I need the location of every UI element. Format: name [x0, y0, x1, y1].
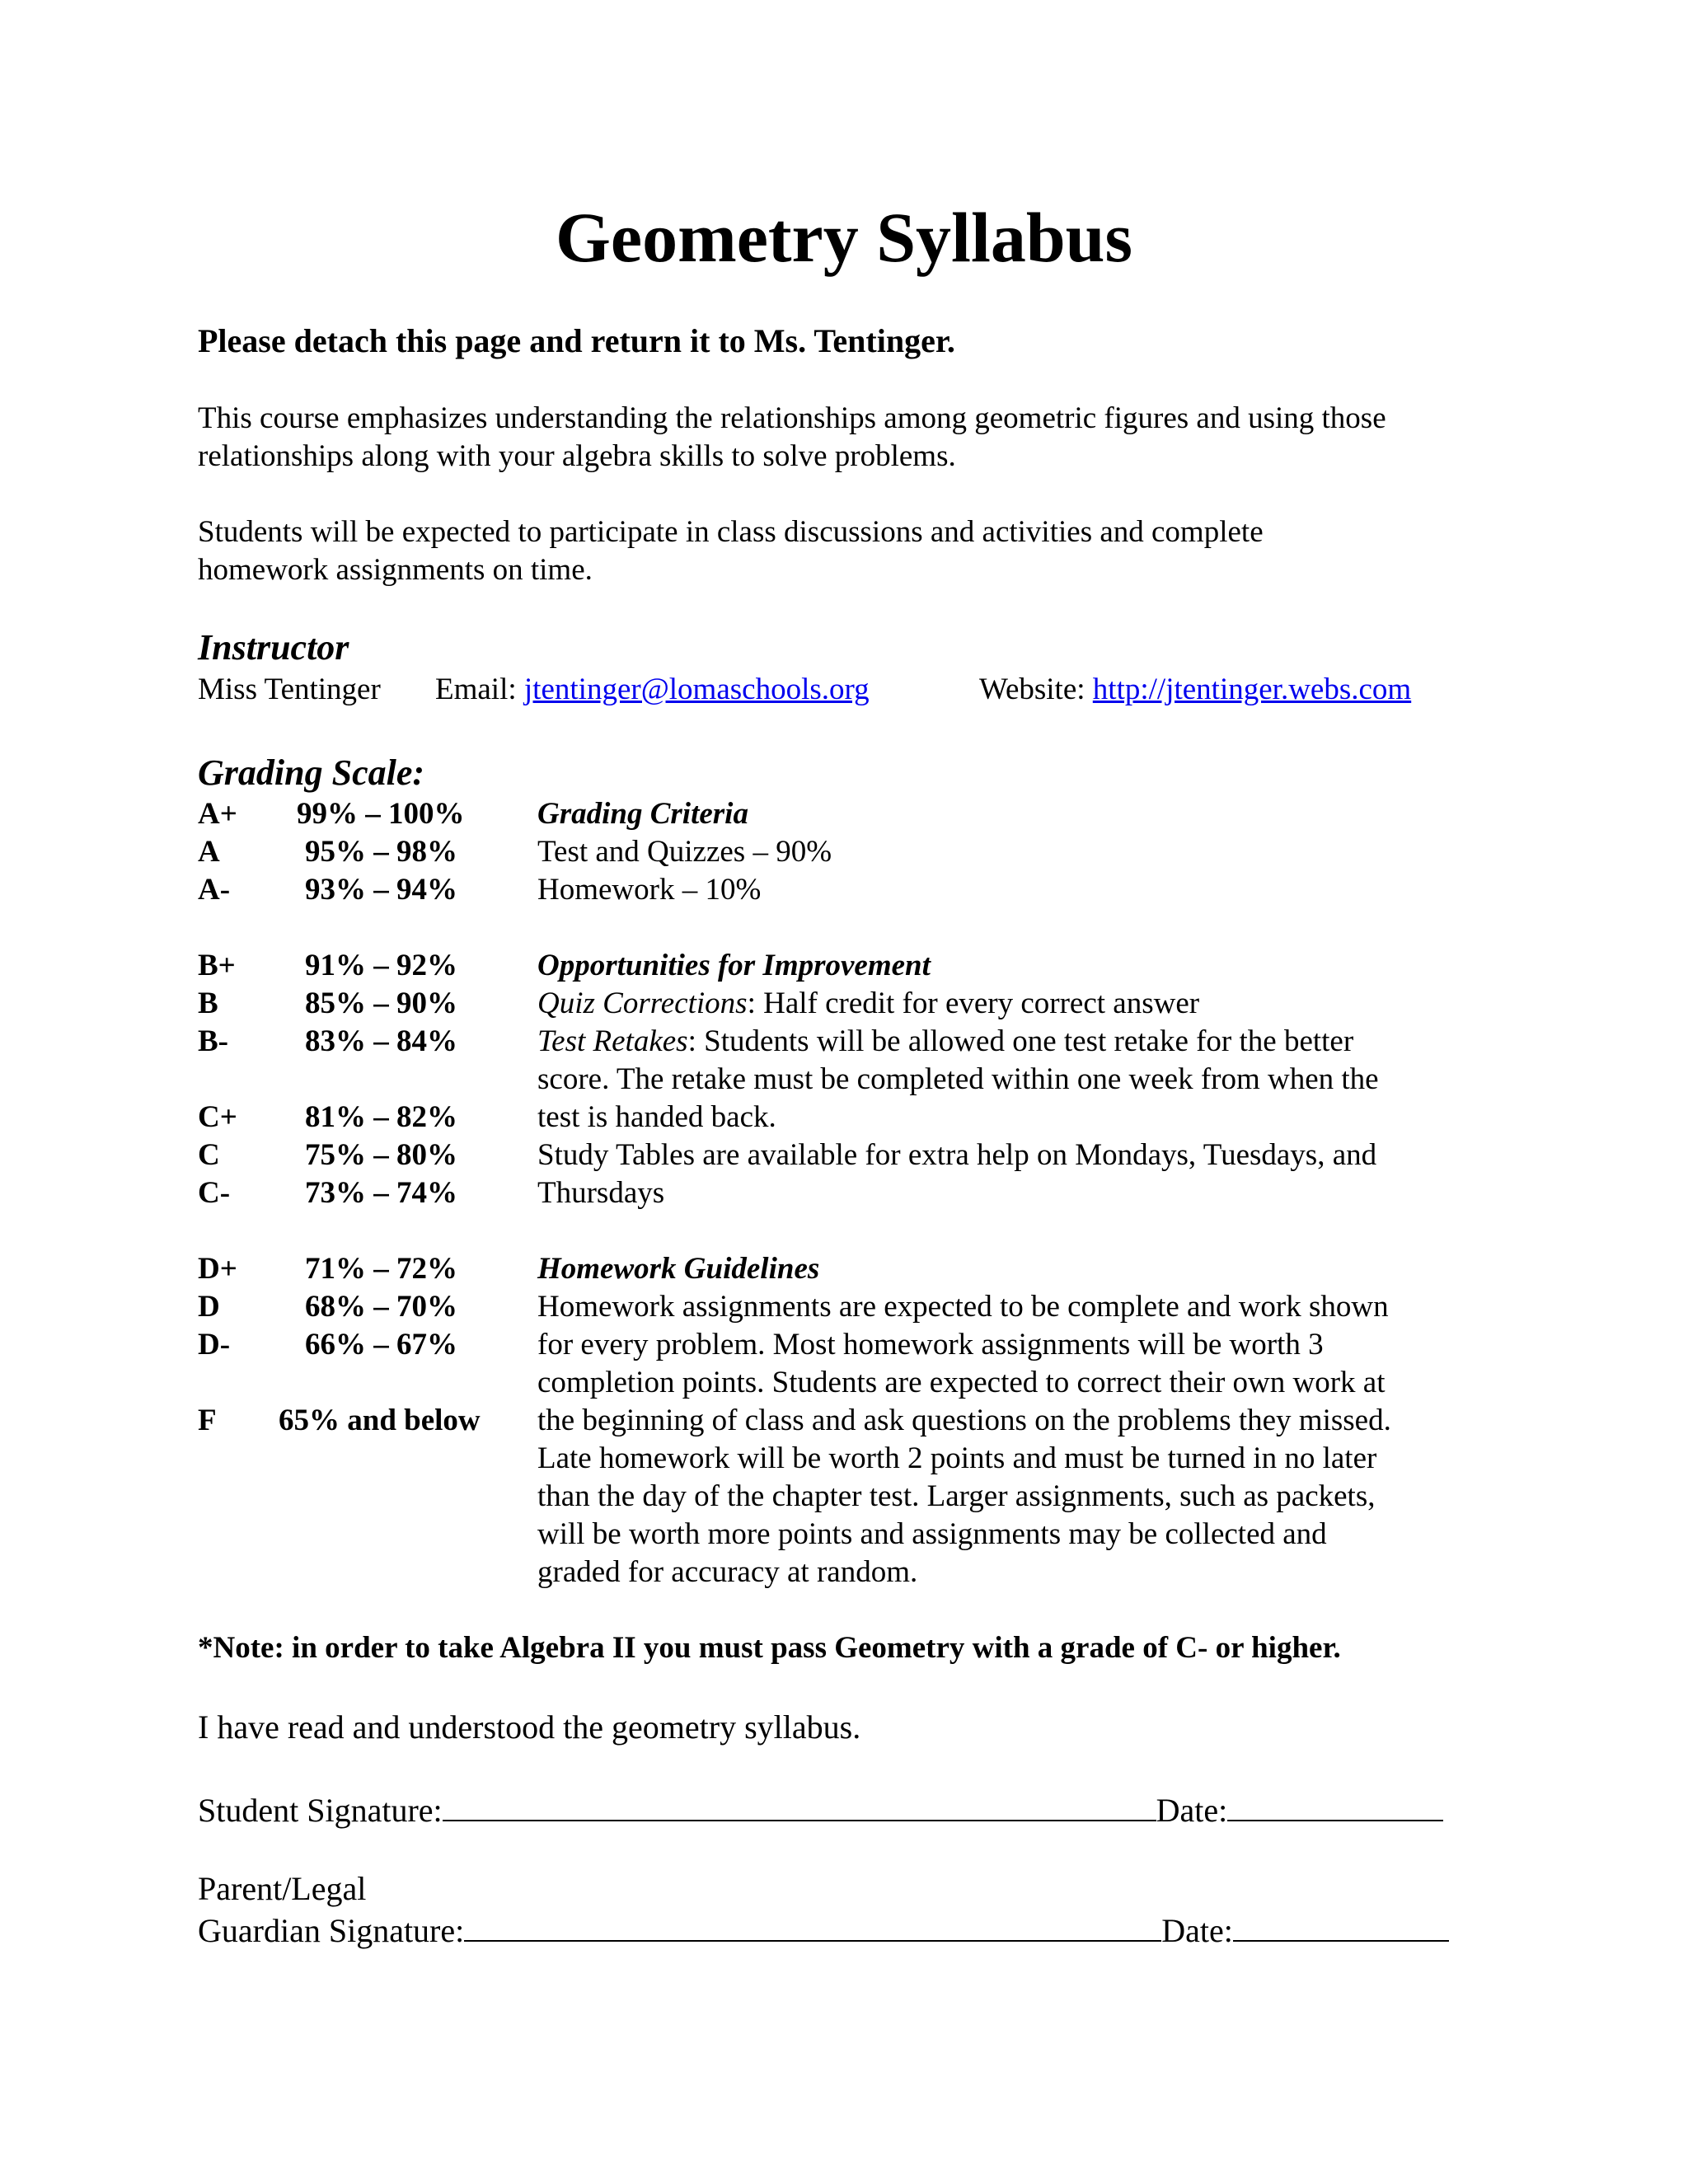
student-signature-field[interactable] [443, 1788, 1156, 1821]
grade-letter: B- [198, 1024, 228, 1058]
criteria-homework: Homework – 10% [537, 873, 762, 907]
improvement-heading: Opportunities for Improvement [537, 949, 931, 982]
instructor-email-row [435, 671, 870, 709]
grade-row [198, 1250, 528, 1288]
page-title: Geometry Syllabus [556, 198, 1132, 277]
student-date-label: Date: [1156, 1792, 1228, 1829]
quiz-corrections-label: Quiz Corrections [537, 987, 748, 1020]
expectations-paragraph [198, 513, 1264, 589]
grade-range: 66% – 67% [305, 1328, 457, 1361]
grade-letter: A+ [198, 797, 237, 831]
homework-line: the beginning of class and ask questions on the problems they missed. [537, 1404, 1391, 1437]
detach-note: Please detach this page and return it to Ms. Tentinger. [198, 322, 955, 359]
parent-date-field[interactable] [1233, 1909, 1449, 1942]
test-retakes-line-3: test is handed back. [537, 1100, 776, 1134]
algebra-note: *Note: in order to take Algebra II you must pass Geometry with a grade of C- or higher. [198, 1631, 1341, 1665]
email-link[interactable]: jtentinger@lomaschools.org [523, 673, 870, 706]
intro-paragraph [198, 400, 1386, 476]
grade-range: 65% and below [279, 1404, 481, 1437]
criteria-tests: Test and Quizzes – 90% [537, 835, 832, 869]
grade-range: 75% – 80% [305, 1138, 457, 1172]
expectations-line-2: homework assignments on time. [198, 553, 593, 587]
grade-row [198, 1137, 528, 1174]
homework-line: for every problem. Most homework assignments will be worth 3 [537, 1328, 1324, 1361]
student-signature-row [198, 1788, 1443, 1830]
grade-row [198, 1174, 528, 1212]
parent-signature-line [198, 1909, 1449, 1951]
email-label: Email: [435, 673, 517, 706]
grade-range: 83% – 84% [305, 1024, 457, 1058]
parent-signature-row [198, 1869, 1449, 1951]
website-label: Website: [979, 673, 1085, 706]
grade-letter: D+ [198, 1252, 237, 1286]
grade-row [198, 947, 528, 985]
homework-line: Late homework will be worth 2 points and must be turned in no later [537, 1441, 1377, 1475]
grade-letter: D- [198, 1328, 231, 1361]
homework-line: Homework assignments are expected to be complete and work shown [537, 1290, 1389, 1324]
instructor-name: Miss Tentinger [198, 673, 381, 706]
instructor-website-row [979, 671, 1411, 709]
grading-criteria-heading: Grading Criteria [537, 797, 748, 831]
test-retakes-line-1: Test Retakes: Students will be allowed one test retake for the better [537, 1024, 1354, 1058]
study-tables-line-1: Study Tables are available for extra help on Mondays, Tuesdays, and [537, 1138, 1377, 1172]
instructor-heading: Instructor [198, 627, 349, 668]
intro-line-2: relationships along with your algebra skills to solve problems. [198, 439, 956, 473]
homework-line: than the day of the chapter test. Larger assignments, such as packets, [537, 1479, 1376, 1513]
grade-range: 68% – 70% [305, 1290, 457, 1324]
grade-row [198, 985, 528, 1023]
grading-scale-heading: Grading Scale: [198, 752, 424, 793]
homework-line: completion points. Students are expected to correct their own work at [537, 1366, 1386, 1399]
website-link[interactable]: http://jtentinger.webs.com [1092, 673, 1412, 706]
grade-range: 95% – 98% [305, 835, 457, 869]
homework-line: graded for accuracy at random. [537, 1555, 918, 1589]
homework-heading: Homework Guidelines [537, 1252, 820, 1286]
test-retakes-label: Test Retakes [537, 1024, 688, 1058]
test-retakes-line-2: score. The retake must be completed within one week from when the [537, 1062, 1379, 1096]
grade-range: 99% – 100% [297, 797, 465, 831]
acknowledgement: I have read and understood the geometry syllabus. [198, 1708, 861, 1746]
expectations-line-1: Students will be expected to participate in class discussions and activities and complete [198, 515, 1264, 549]
grade-row [198, 1023, 528, 1061]
grade-range: 81% – 82% [305, 1100, 457, 1134]
grade-row [198, 833, 528, 871]
grade-row [198, 1326, 528, 1364]
intro-line-1: This course emphasizes understanding the relationships among geometric figures and using those [198, 401, 1386, 435]
parent-signature-label-line1: Parent/Legal [198, 1870, 367, 1907]
improvement-section [537, 947, 1379, 1212]
grade-range: 91% – 92% [305, 949, 457, 982]
grade-row [198, 871, 528, 909]
study-tables-line-2: Thursdays [537, 1176, 665, 1210]
grade-letter: C- [198, 1176, 231, 1210]
grade-row [198, 1402, 528, 1440]
parent-signature-field[interactable] [464, 1909, 1161, 1942]
grade-range: 73% – 74% [305, 1176, 457, 1210]
quiz-corrections-text: : Half credit for every correct answer [747, 987, 1200, 1020]
grade-letter: C+ [198, 1100, 237, 1134]
grade-letter: D [198, 1290, 220, 1324]
grade-range: 85% – 90% [305, 987, 457, 1020]
grade-row [198, 1288, 528, 1326]
quiz-corrections [537, 985, 1379, 1023]
grade-letter: B [198, 987, 218, 1020]
grade-row [198, 1099, 528, 1137]
grading-criteria [537, 795, 832, 909]
student-date-field[interactable] [1227, 1788, 1443, 1821]
parent-signature-label-line2: Guardian Signature: [198, 1912, 465, 1949]
grade-letter: B+ [198, 949, 236, 982]
grade-letter: A [198, 835, 220, 869]
grade-letter: A- [198, 873, 231, 907]
grade-range: 71% – 72% [305, 1252, 457, 1286]
grade-letter: F [198, 1404, 217, 1437]
parent-date-label: Date: [1161, 1912, 1233, 1949]
grade-row [198, 795, 528, 833]
student-signature-label: Student Signature: [198, 1792, 443, 1829]
grade-range: 93% – 94% [305, 873, 457, 907]
homework-section [537, 1250, 1391, 1591]
grade-letter: C [198, 1138, 220, 1172]
homework-line: will be worth more points and assignments may be collected and [537, 1517, 1327, 1551]
